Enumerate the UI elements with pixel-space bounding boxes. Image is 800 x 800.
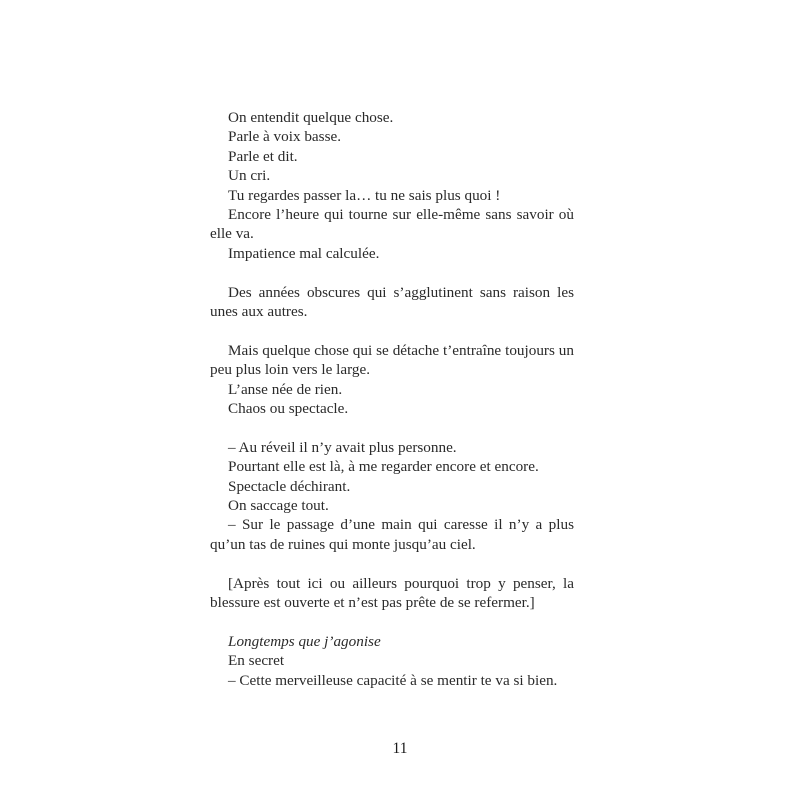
text-line: Pourtant elle est là, à me regarder encore et encore. bbox=[228, 458, 539, 476]
stanza-6 bbox=[210, 632, 574, 690]
text-line: Un cri. bbox=[228, 167, 271, 185]
text-line: Chaos ou spectacle. bbox=[228, 400, 349, 418]
text-line: L’anse née de rien. bbox=[228, 380, 343, 398]
text-line: Des années obscures qui s’agglutinent sans raison les unes aux autres. bbox=[210, 283, 574, 321]
text-line: Parle et dit. bbox=[228, 147, 298, 165]
stanza-3 bbox=[210, 341, 574, 419]
text-line: [Après tout ici ou ailleurs pourquoi trop y penser, la blessure est ouverte et n’est pas prête de se refermer.] bbox=[210, 574, 574, 612]
page-number: 11 bbox=[392, 740, 408, 757]
text-line: On entendit quelque chose. bbox=[228, 109, 394, 126]
text-line: Spectacle déchirant. bbox=[228, 477, 351, 495]
stanza-gap bbox=[210, 418, 574, 437]
poem-text-block bbox=[210, 108, 574, 690]
stanza-gap bbox=[210, 554, 574, 573]
text-line: – Au réveil il n’y avait plus personne. bbox=[228, 438, 457, 456]
text-line: Impatience mal calculée. bbox=[228, 244, 380, 262]
italic-text-line: Longtemps que j’agonise bbox=[228, 632, 381, 650]
stanza-gap bbox=[210, 263, 574, 282]
stanza-1 bbox=[210, 108, 574, 263]
text-line: Mais quelque chose qui se détache t’entraîne toujours un peu plus loin vers le large. bbox=[210, 341, 574, 379]
stanza-gap bbox=[210, 613, 574, 632]
stanza-2 bbox=[210, 283, 574, 322]
text-line: Parle à voix basse. bbox=[228, 128, 342, 146]
text-line: – Cette merveilleuse capacité à se mentir te va si bien. bbox=[228, 671, 558, 689]
text-line: On saccage tout. bbox=[228, 497, 329, 515]
stanza-5 bbox=[210, 574, 574, 613]
text-line: En secret bbox=[228, 652, 285, 670]
text-line: Encore l’heure qui tourne sur elle-même sans savoir où elle va. bbox=[210, 206, 574, 243]
stanza-gap bbox=[210, 321, 574, 340]
stanza-4 bbox=[210, 438, 574, 554]
text-line: – Sur le passage d’une main qui caresse il n’y a plus qu’un tas de ruines qui monte jusqu’au ciel. bbox=[210, 516, 574, 553]
text-line: Tu regardes passer la… tu ne sais plus quoi ! bbox=[228, 186, 501, 204]
